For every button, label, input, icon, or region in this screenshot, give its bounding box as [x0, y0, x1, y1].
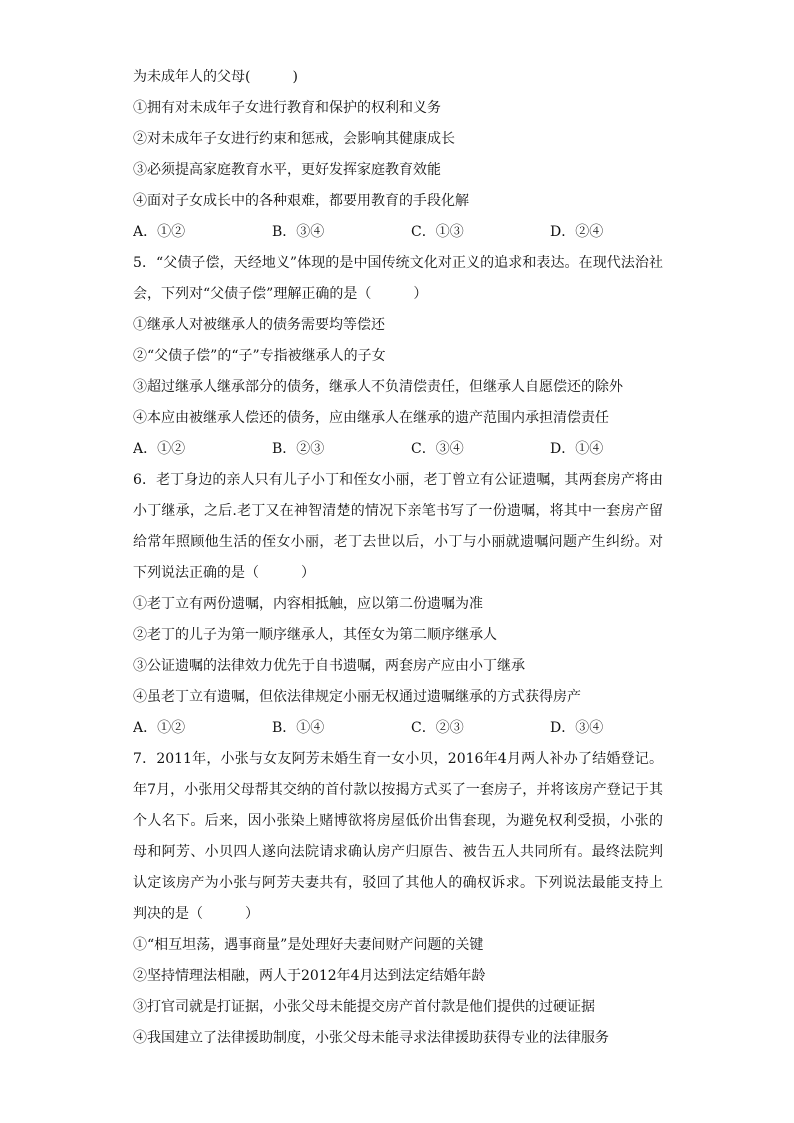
- question-stem-line: 母和阿芳、小贝四人遂向法院请求确认房产归原告、被告五人共同所有。最终法院判: [133, 844, 663, 860]
- question-4: [133, 62, 663, 248]
- option-a: A．①②: [133, 441, 186, 457]
- question-7: [133, 744, 663, 1054]
- document-content: [133, 62, 663, 1054]
- option-b: B．①④: [272, 720, 325, 736]
- question-stem-line: 认定该房产为小张与阿芳夫妻共有，驳回了其他人的确权诉求。下列说法最能支持上: [133, 875, 663, 891]
- question-stem-line: 年7月，小张用父母帮其交纳的首付款以按揭方式买了一套房子，并将该房产登记于其: [133, 782, 663, 798]
- statement-item: ③打官司就是打证据，小张父母未能提交房产首付款是他们提供的过硬证据: [133, 999, 595, 1015]
- question-5: [133, 248, 663, 465]
- statement-item: ②“父债子偿”的“子”专指被继承人的子女: [133, 348, 386, 364]
- answer-options: [133, 713, 663, 744]
- statement-item: ④面对子女成长中的各种艰难，都要用教育的手段化解: [133, 193, 469, 209]
- question-stem-line: 判决的是（ ）: [133, 906, 259, 922]
- option-d: D．②④: [550, 224, 604, 240]
- answer-options: [133, 217, 663, 248]
- question-stem-line: 小丁继承，之后.老丁又在神智清楚的情况下亲笔书写了一份遗嘱，将其中一套房产留: [133, 503, 663, 519]
- option-b: B．②③: [272, 441, 325, 457]
- statement-item: ①“相互坦荡，遇事商量”是处理好夫妻间财产问题的关键: [133, 937, 484, 953]
- option-c: C．②③: [411, 720, 464, 736]
- statement-item: ①老丁立有两份遗嘱，内容相抵触，应以第二份遗嘱为准: [133, 596, 483, 612]
- statement-item: ②老丁的儿子为第一顺序继承人，其侄女为第二顺序继承人: [133, 627, 497, 643]
- question-stem-line: 个人名下。后来，因小张染上赌博欲将房屋低价出售套现，为避免权利受损，小张的: [133, 813, 663, 829]
- statement-item: ④我国建立了法律援助制度，小张父母未能寻求法律援助获得专业的法律服务: [133, 1030, 609, 1046]
- question-stem-line: 会，下列对“父债子偿”理解正确的是（ ）: [133, 286, 428, 302]
- statement-item: ①拥有对未成年子女进行教育和保护的权利和义务: [133, 100, 441, 116]
- statement-item: ①继承人对被继承人的债务需要均等偿还: [133, 317, 385, 333]
- question-stem-line: 6．老丁身边的亲人只有儿子小丁和侄女小丽，老丁曾立有公证遗嘱，其两套房产将由: [133, 472, 663, 488]
- statement-item: ④本应由被继承人偿还的债务，应由继承人在继承的遗产范围内承担清偿责任: [133, 410, 609, 426]
- option-a: A．①②: [133, 224, 186, 240]
- option-c: C．①③: [411, 224, 464, 240]
- question-stem-line: 给常年照顾他生活的侄女小丽，老丁去世以后，小丁与小丽就遗嘱问题产生纠纷。对: [133, 534, 663, 550]
- question-6: [133, 465, 663, 744]
- question-stem-line: 7．2011年，小张与女友阿芳未婚生育一女小贝，2016年4月两人补办了结婚登记。: [133, 751, 663, 767]
- statement-item: ③公证遗嘱的法律效力优先于自书遗嘱，两套房产应由小丁继承: [133, 658, 525, 674]
- option-b: B．③④: [272, 224, 325, 240]
- statement-item: ②对未成年子女进行约束和惩戒，会影响其健康成长: [133, 131, 455, 147]
- statement-item: ②坚持情理法相融，两人于2012年4月达到法定结婚年龄: [133, 968, 486, 984]
- statement-item: ③超过继承人继承部分的债务，继承人不负清偿责任，但继承人自愿偿还的除外: [133, 379, 623, 395]
- option-c: C．③④: [411, 441, 464, 457]
- question-stem-line: 5．“父债子偿，天经地义”体现的是中国传统文化对正义的追求和表达。在现代法治社: [133, 255, 663, 271]
- option-d: D．①④: [550, 441, 604, 457]
- statement-item: ④虽老丁立有遗嘱，但依法律规定小丽无权通过遗嘱继承的方式获得房产: [133, 689, 581, 705]
- answer-options: [133, 434, 663, 465]
- option-d: D．③④: [550, 720, 604, 736]
- question-stem-line: 为未成年人的父母( ): [133, 69, 298, 85]
- statement-item: ③必须提高家庭教育水平，更好发挥家庭教育效能: [133, 162, 441, 178]
- question-stem-line: 下列说法正确的是（ ）: [133, 565, 315, 581]
- option-a: A．①②: [133, 720, 186, 736]
